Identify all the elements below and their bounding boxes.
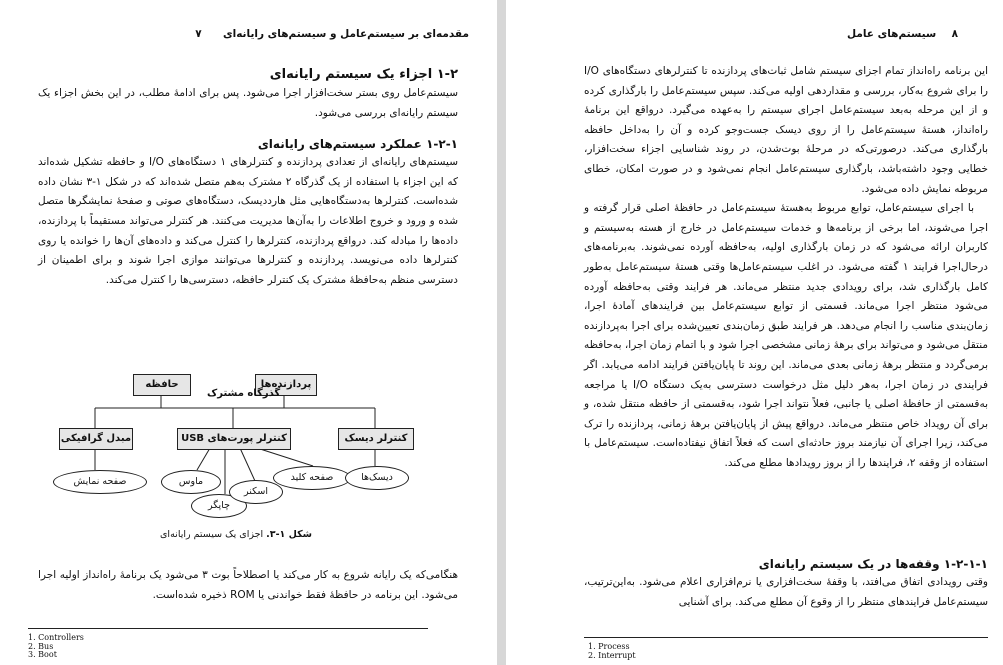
left-header-title: مقدمه‌ای بر سیستم‌عامل و سیستم‌های رایانه‌ای bbox=[222, 28, 469, 40]
footnote-item: 2. Interrupt bbox=[588, 650, 636, 660]
left-page-number: ۷ bbox=[195, 28, 202, 40]
keyboard-node: صفحه کلید bbox=[273, 466, 351, 490]
disk-controller-box: کنترلر دیسک bbox=[338, 428, 414, 450]
right-subsection-title: ۱-۲-۱-۱ وقفه‌ها در یک سیستم رایانه‌ای bbox=[758, 557, 988, 571]
figure-computer-components bbox=[45, 366, 435, 526]
mouse-node: ماوس bbox=[161, 470, 221, 494]
subsection-title: ۱-۲-۱ عملکرد سیستم‌های رایانه‌ای bbox=[257, 137, 458, 152]
left-page bbox=[0, 0, 497, 665]
right-header-title: سیستم‌های عامل bbox=[846, 28, 937, 40]
footnote-item: 1. Controllers bbox=[28, 633, 84, 642]
figure-caption-text: اجزای یک سیستم رایانه‌ای bbox=[160, 529, 264, 540]
right-paragraph-1: این برنامه راه‌انداز تمام اجزای سیستم شامل ثبات‌های پردازنده تا کنترلرهای دستگاه‌های I/O را برای شروع به‌کار، بررسی و مقداردهی اولیه می‌کند. سپس سیستم‌عامل را بارگذاری کرده و از این مرحله به‌بعد سیستم‌عامل اجرای سیستم را به‌عهده می‌گیرد. درواقع این برنامهٔ راه‌انداز، هستهٔ سیستم‌عامل را از روی دیسک جست‌وجو کرده و آن را به‌داخل حافظه بارگذاری می‌کند. درصورتی‌که در مرحلهٔ بوت‌شدن، در روند شناسایی اجزاء سخت‌افزار، خطایی وجود داشته‌باشد، بارگذاری سیستم‌عامل انجام نمی‌شود و در صورت امکان، خطای مربوطه نمایش داده می‌شود. bbox=[584, 65, 988, 195]
shared-bus-label: گذرگاه مشترک bbox=[207, 388, 281, 399]
left-bottom-paragraph: هنگامی‌که یک رایانه شروع به کار می‌کند یا اصطلاحاً بوت ۳ می‌شود یک برنامهٔ راه‌انداز اولیه اجرا می‌شود. این برنامه در حافظهٔ فقط خواندنی یا ROM ذخیره شده‌است. bbox=[38, 569, 458, 601]
page-gutter bbox=[497, 0, 506, 665]
scanner-node: اسکنر bbox=[229, 480, 283, 504]
right-body bbox=[584, 62, 988, 473]
right-running-header bbox=[847, 28, 958, 40]
usb-controller-box: کنترلر پورت‌های USB bbox=[177, 428, 291, 450]
graphics-adapter-box: مبدل گرافیکی bbox=[59, 428, 133, 450]
left-bottom-paragraph-wrap bbox=[38, 566, 458, 605]
right-page-number: ۸ bbox=[951, 28, 958, 40]
right-paragraph-2: با اجرای سیستم‌عامل، توابع مربوط به‌هستهٔ سیستم‌عامل در حافظهٔ اصلی قرار گرفته و اجرا می‌شوند، اما برخی از برنامه‌ها و خدمات سیستم‌عامل در خارج از هسته به‌سیستم و کاربران ارائه می‌شود که در زمان بارگذاری اولیه، به‌حافظه آورده نمی‌شوند. به‌برنامه‌های درحال‌اجرا فرایند ۱ گفته می‌شود. در اغلب سیستم‌عامل‌ها وقتی هستهٔ سیستم‌عامل به‌طور کامل بارگذاری شد، برای رویدادی جدید منتظر می‌ماند. هر فرایند وقتی به‌حافظه آورده می‌شود منتظر اجرا می‌ماند. قسمتی از توابع سیستم‌عامل بین فرایندهای آمادهٔ اجرا، زمان‌بندی مناسب را انجام می‌دهد. هر فرایند طبق زمان‌بندی تعیین‌شده برای اجرا به‌پردازنده منتقل می‌شود و می‌تواند برای برهۀ زمانی مشخصی اجرا شود و با اتمام زمان اجرا، به‌حافظه برمی‌گردد و منتظر برهۀ زمانی بعدی می‌ماند. این روند تا پایان‌یافتن فرایند ادامه می‌یابد. اگر فرایندی در زمان اجرا، به‌هر دلیل مثل درخواست دسترسی به‌یک دستگاه I/O یا مراجعه به‌قسمتی از حافظهٔ اصلی یا جانبی، فعلاً نتواند اجرا شود، به‌قسمتی از حافظه منتقل شده، و برای آن رویداد خاص منتظر می‌ماند. درواقع پیش از پایان‌یافتن برهۀ زمانی، پردازنده را ترک می‌کند، زیرا اجرای آن نیازمند بروز حادثه‌ای است که فعلاً اتفاق نیفتاده‌است. سیستم‌عامل با استفاده از وقفه ۲، فرایندها را از بروز رویدادها مطلع می‌کند. bbox=[584, 202, 988, 469]
left-running-header bbox=[195, 28, 469, 40]
right-footnotes bbox=[588, 643, 636, 660]
memory-box: حافظه bbox=[133, 374, 191, 396]
right-footnote-rule bbox=[584, 637, 988, 638]
left-section bbox=[38, 67, 458, 290]
footnote-item: 1. Process bbox=[588, 642, 630, 651]
left-footnotes bbox=[28, 634, 84, 660]
right-subsection-body: وقتی رویدادی اتفاق می‌افتد، با وقفهٔ سخت‌افزاری یا نرم‌افزاری اعلام می‌شود. به‌این‌ترتیب، سیستم‌عامل فرایندهای منتظر را از وقوع آن مطلع می‌کند. برای آشنایی bbox=[584, 576, 988, 608]
footnote-item: 3. Boot bbox=[28, 650, 57, 659]
display-node: صفحه نمایش bbox=[53, 470, 147, 494]
disks-node: دیسک‌ها bbox=[345, 466, 409, 490]
figure-caption bbox=[160, 529, 312, 540]
printer-node: چاپگر bbox=[191, 494, 247, 518]
footnote-item: 2. Bus bbox=[28, 641, 54, 651]
right-subsection bbox=[584, 557, 988, 612]
left-footnote-rule bbox=[28, 628, 428, 629]
figure-caption-label: شکل ۱-۳. bbox=[266, 529, 312, 540]
processors-box: پردازنده‌ها bbox=[255, 374, 317, 396]
section-title: ۱-۲ اجزاء یک سیستم رایانه‌ای bbox=[269, 67, 458, 82]
section-intro: سیستم‌عامل روی بستر سخت‌افزار اجرا می‌شود. پس برای ادامهٔ مطلب، در این بخش اجزاء یک سیستم رایانه‌ای بررسی می‌شود. bbox=[38, 87, 458, 119]
subsection-body: سیستم‌های رایانه‌ای از تعدادی پردازنده و کنترلرهای ۱ دستگاه‌های I/O و حافظه تشکیل شده‌اند که این اجزاء با استفاده از یک گذرگاه ۲ مشترک به‌هم متصل شده‌اند که در شکل ۱-۳ نشان داده شده‌است. کنترلرها به‌دستگاه‌هایی مثل هارددیسک، دستگاه‌های صوتی و صفحهٔ نمایشگرها متصل شده و ورود و خروج اطلاعات را به‌آن‌ها مدیریت می‌کنند. هر کنترلر می‌تواند مستقیماً با پردازنده، داده‌ها را مبادله کند. درواقع پردازنده، کنترلرها را کنترل می‌کند و داده‌های آن‌ها را خوانده یا روی کنترلرها داده می‌نویسد. پردازنده و کنترلرها می‌توانند موازی اجرا شوند و برای اطمینان از دسترسی منظم به‌حافظهٔ مشترک یک کنترلر حافظه، دسترسی‌ها را کنترل می‌کند. bbox=[38, 156, 458, 286]
right-page bbox=[506, 0, 1003, 665]
